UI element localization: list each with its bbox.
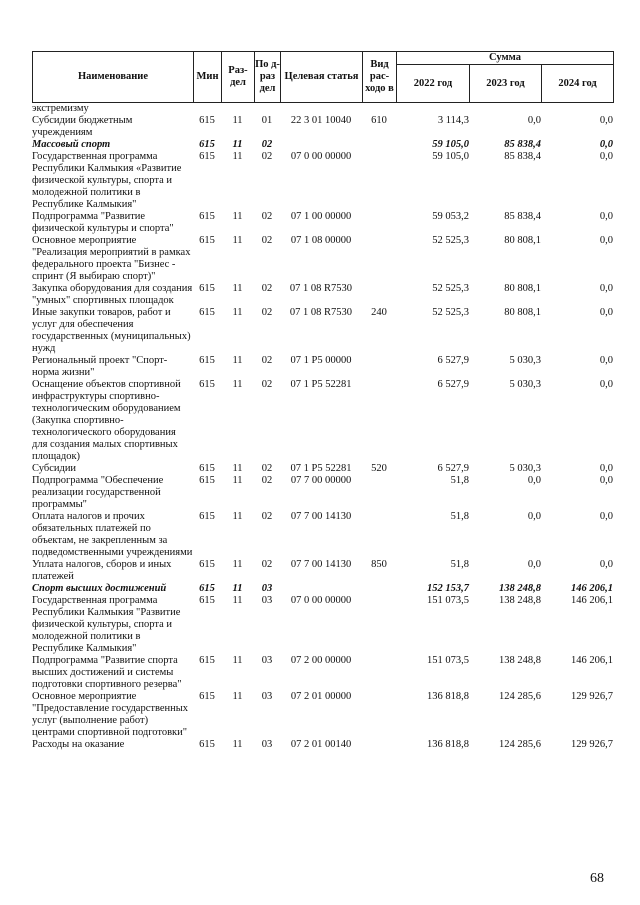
table-row [32,103,613,115]
row-vid [362,211,396,235]
row-2022: 151 073,5 [427,595,469,606]
row-razdel: 11 [232,379,243,390]
row-name: Оплата налогов и прочих обязательных платежей по объектам, не закрепленным за подведомственными учреждениями [32,511,193,558]
table-row [32,211,613,235]
row-razdel: 11 [232,355,243,366]
row-name: Расходы на оказание [32,739,125,750]
row-2023: 138 248,8 [499,595,541,606]
table-row [32,475,613,511]
row-name: Региональный проект "Спорт- норма жизни" [32,355,168,378]
row-min: 615 [199,283,215,294]
row-2024: 146 206,1 [571,595,613,606]
header-2024: 2024 год [542,65,614,103]
row-vid: 520 [371,463,387,474]
row-min [193,103,221,115]
row-razdel [221,103,254,115]
row-target: 07 1 00 00000 [290,211,352,222]
row-razdel: 11 [232,475,243,486]
header-2022: 2022 год [397,65,470,103]
row-target: 07 0 00 00000 [290,151,352,162]
row-name: Подпрограмма "Развитие спорта высших достижений и системы подготовки спортивного резерва" [32,655,182,690]
row-min: 615 [199,355,215,366]
row-2024: 0,0 [599,559,613,570]
row-razdel: 11 [232,283,243,294]
row-2023: 138 248,8 [499,583,541,594]
row-podrazdel: 02 [261,139,273,150]
row-2022: 136 818,8 [427,739,469,750]
row-2023: 0,0 [527,475,541,486]
row-name: Спорт высших достижений [32,583,167,594]
row-2024: 0,0 [599,511,613,522]
row-vid [362,583,396,595]
row-2023: 85 838,4 [504,151,541,162]
row-target: 07 2 00 00000 [290,655,352,666]
row-target: 07 1 P5 52281 [290,463,352,474]
row-target: 07 1 08 R7530 [289,283,353,294]
row-razdel: 11 [232,595,243,606]
row-2022: 51,8 [450,475,469,486]
page-number: 68 [590,871,604,886]
row-podrazdel: 03 [261,739,273,750]
row-name: экстремизму [32,103,89,114]
row-2022: 59 053,2 [432,211,469,222]
row-2024: 129 926,7 [571,739,613,750]
row-2022: 59 105,0 [432,139,469,150]
header-target: Целевая статья [281,52,363,103]
row-razdel: 11 [232,151,243,162]
row-razdel: 11 [232,235,243,246]
row-min: 615 [199,235,215,246]
row-podrazdel: 02 [261,235,273,246]
row-min: 615 [199,151,215,162]
row-vid [362,139,396,151]
row-2022: 6 527,9 [437,355,469,366]
row-2024: 146 206,1 [571,655,613,666]
row-name: Основное мероприятие "Предоставление государственных услуг (выполнение работ) центрами спортивной подготовки" [32,691,189,738]
row-target [280,103,362,115]
row-name: Субсидии [32,463,77,474]
table-row [32,691,613,739]
row-razdel: 11 [232,655,243,666]
header-sum: Сумма [397,52,614,65]
row-name: Подпрограмма "Обеспечение реализации государственной программы" [32,475,164,510]
row-vid [362,235,396,283]
row-2022: 52 525,3 [432,307,469,318]
row-podrazdel: 02 [261,379,273,390]
row-2024: 0,0 [599,139,613,150]
row-2022: 136 818,8 [427,691,469,702]
row-min: 615 [199,739,215,750]
row-vid [362,691,396,739]
row-name: Субсидии бюджетным учреждениям [32,115,133,138]
row-min: 615 [199,475,215,486]
row-razdel: 11 [232,559,243,570]
row-2023: 85 838,4 [504,139,541,150]
row-2023: 5 030,3 [509,463,541,474]
row-razdel: 11 [232,739,243,750]
table-row [32,355,613,379]
table-row [32,655,613,691]
row-razdel: 11 [232,511,243,522]
row-2024: 0,0 [599,379,613,390]
row-2023: 0,0 [527,115,541,126]
row-2024: 0,0 [599,307,613,318]
table-row [32,595,613,655]
table-row [32,115,613,139]
row-podrazdel: 02 [261,151,273,162]
row-min: 615 [199,559,215,570]
row-name: Государственная программа Республики Калмыкия «Развитие физической культуры, спорта и молодежной политики в Республике Калмыкия" [32,151,182,210]
row-podrazdel: 03 [261,583,273,594]
row-razdel: 11 [232,691,243,702]
row-target: 07 1 P5 00000 [290,355,352,366]
row-2024: 0,0 [599,355,613,366]
header-razdel: Раз- дел [222,52,255,103]
row-razdel: 11 [232,139,243,150]
row-razdel: 11 [232,211,243,222]
row-target: 07 7 00 14130 [290,511,352,522]
row-2022: 151 073,5 [427,655,469,666]
table-row [32,235,613,283]
row-name: Государственная программа Республики Калмыкия "Развитие физической культуры, спорта и молодежной политики в Республике Калмыкия" [32,595,181,654]
table-row [32,511,613,559]
row-name: Закупка оборудования для создания "умных" спортивных площадок [32,283,193,306]
row-min: 615 [199,139,215,150]
row-2023: 80 808,1 [504,283,541,294]
header-min: Мин [194,52,222,103]
row-min: 615 [199,511,215,522]
header-vid: Вид рас- ходо в [363,52,397,103]
row-target [280,583,362,595]
table-row [32,139,613,151]
row-2024: 0,0 [599,115,613,126]
row-razdel: 11 [232,115,243,126]
row-podrazdel: 02 [261,211,273,222]
row-podrazdel: 02 [261,463,273,474]
table-row [32,151,613,211]
row-podrazdel: 02 [261,559,273,570]
header-2023: 2023 год [470,65,542,103]
row-podrazdel: 02 [261,511,273,522]
row-2022 [396,103,469,115]
row-2022: 6 527,9 [437,379,469,390]
row-2023: 5 030,3 [509,355,541,366]
row-min: 615 [199,583,215,594]
row-min: 615 [199,211,215,222]
row-name: Подпрограмма "Развитие физической культуры и спорта" [32,211,174,234]
row-2022: 152 153,7 [427,583,469,594]
row-2022: 6 527,9 [437,463,469,474]
row-2023: 0,0 [527,511,541,522]
row-2024: 0,0 [599,235,613,246]
table-row [32,307,613,355]
row-razdel: 11 [232,463,243,474]
row-target: 07 1 08 R7530 [289,307,353,318]
row-2023: 5 030,3 [509,379,541,390]
table-row [32,463,613,475]
row-vid [362,655,396,691]
row-name: Оснащение объектов спортивной инфраструктуры спортивно-технологическим оборудованием (Закупка спортивно-технологического оборудования для создания малых спортивных площадок) [32,379,181,462]
row-min: 615 [199,463,215,474]
row-target [280,139,362,151]
table-row [32,379,613,463]
row-2024: 0,0 [599,463,613,474]
row-target: 07 2 01 00140 [290,739,352,750]
row-2024: 146 206,1 [571,583,613,594]
table-row [32,283,613,307]
row-min: 615 [199,691,215,702]
row-podrazdel: 03 [261,691,273,702]
table-row [32,559,613,583]
header-name: Наименование [33,52,194,103]
row-vid [362,739,396,751]
row-2023: 124 285,6 [499,691,541,702]
row-2023: 124 285,6 [499,739,541,750]
row-vid [362,511,396,559]
row-target: 22 3 01 10040 [290,115,352,126]
row-vid [362,355,396,379]
row-min: 615 [199,595,215,606]
row-2022: 59 105,0 [432,151,469,162]
row-2022: 51,8 [450,511,469,522]
row-2024: 0,0 [599,475,613,486]
row-vid [362,379,396,463]
row-name: Иные закупки товаров, работ и услуг для обеспечения государственных (муниципальных) нужд [32,307,191,354]
row-target: 07 7 00 00000 [290,475,352,486]
row-2023 [469,103,541,115]
row-2023: 80 808,1 [504,235,541,246]
row-2023: 85 838,4 [504,211,541,222]
row-target: 07 1 08 00000 [290,235,352,246]
row-vid [362,283,396,307]
row-target: 07 0 00 00000 [290,595,352,606]
row-target: 07 1 P5 52281 [290,379,352,390]
row-2022: 52 525,3 [432,235,469,246]
row-podrazdel: 02 [261,475,273,486]
row-2022: 3 114,3 [437,115,469,126]
row-2024: 129 926,7 [571,691,613,702]
row-2023: 80 808,1 [504,307,541,318]
row-razdel: 11 [232,307,243,318]
row-vid: 610 [371,115,387,126]
row-podrazdel: 02 [261,307,273,318]
row-vid: 240 [371,307,387,318]
row-2022: 52 525,3 [432,283,469,294]
row-razdel: 11 [232,583,243,594]
row-vid: 850 [371,559,387,570]
row-vid [362,103,396,115]
row-podrazdel: 02 [261,283,273,294]
row-2024: 0,0 [599,151,613,162]
row-podrazdel: 02 [261,355,273,366]
row-vid [362,475,396,511]
row-podrazdel: 03 [261,655,273,666]
row-min: 615 [199,655,215,666]
table-header [32,51,614,103]
row-min: 615 [199,307,215,318]
row-podrazdel: 03 [261,595,273,606]
row-2022: 51,8 [450,559,469,570]
row-vid [362,595,396,655]
row-2024: 0,0 [599,211,613,222]
row-2023: 0,0 [527,559,541,570]
row-vid [362,151,396,211]
row-min: 615 [199,379,215,390]
row-name: Уплата налогов, сборов и иных платежей [32,559,172,582]
row-2024: 0,0 [599,283,613,294]
row-podrazdel [254,103,280,115]
table-row [32,583,613,595]
budget-table [32,103,613,751]
header-podrazdel: По д- раз дел [255,52,281,103]
row-min: 615 [199,115,215,126]
row-target: 07 7 00 14130 [290,559,352,570]
row-2023: 138 248,8 [499,655,541,666]
table-row [32,739,613,751]
row-2024 [541,103,613,115]
row-name: Основное мероприятие "Реализация мероприятий в рамках федерального проекта "Бизнес - спринт (Я выбираю спорт)" [32,235,191,282]
row-name: Массовый спорт [32,139,111,150]
row-podrazdel: 01 [261,115,273,126]
row-target: 07 2 01 00000 [290,691,352,702]
